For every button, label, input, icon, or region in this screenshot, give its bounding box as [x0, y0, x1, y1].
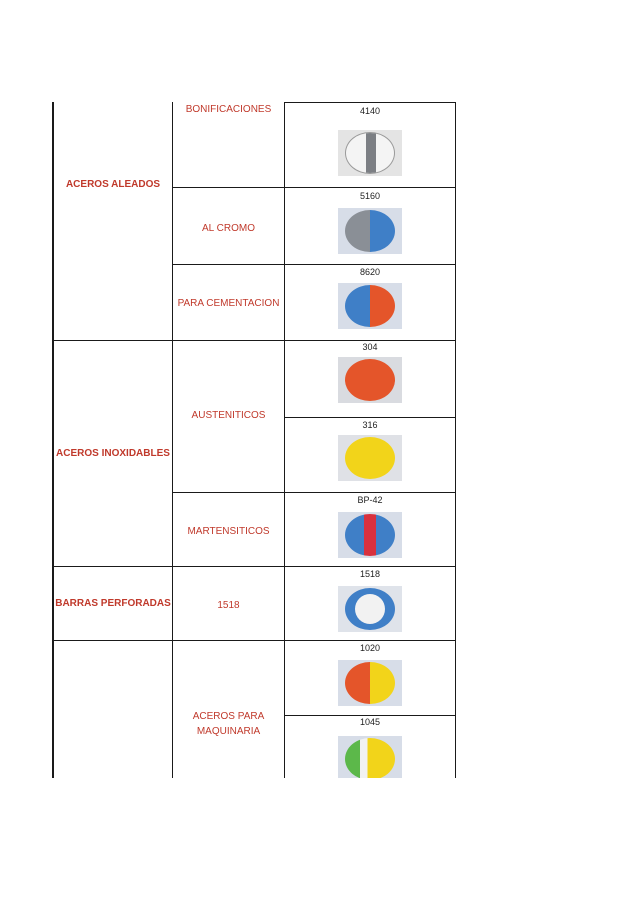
sample-5160-image	[338, 208, 402, 254]
sample-4140-image	[338, 130, 402, 176]
sample-bp-42-image	[338, 512, 402, 558]
code-1518: 1518	[359, 569, 381, 579]
row-divider-auste	[172, 492, 456, 493]
code-1045: 1045	[359, 717, 381, 727]
col-divider-1	[172, 102, 173, 778]
subgroup-aceros-maquinaria: ACEROS PARA MAQUINARIA	[192, 711, 265, 737]
group-aceros-aleados: ACEROS ALEADOS	[65, 179, 161, 190]
subgroup-1518: 1518	[217, 600, 240, 611]
subgroup-martensiticos: MARTENSITICOS	[187, 526, 270, 537]
row-divider-cromo	[172, 264, 456, 265]
group-aceros-inoxidables: ACEROS INOXIDABLES	[56, 448, 170, 459]
sample-1020-image	[338, 660, 402, 706]
subgroup-austeniticos: AUSTENITICOS	[191, 410, 266, 421]
group-barras-perforadas: BARRAS PERFORADAS	[55, 598, 171, 609]
code-316: 316	[362, 420, 378, 430]
top-border-right	[284, 102, 456, 103]
right-border	[455, 102, 456, 778]
sample-316-image	[338, 435, 402, 481]
row-divider-1020	[284, 715, 456, 716]
code-4140: 4140	[359, 106, 381, 116]
code-8620: 8620	[359, 267, 381, 277]
subgroup-para-cementacion: PARA CEMENTACION	[177, 298, 280, 309]
left-border	[52, 102, 54, 778]
row-divider-bonif	[172, 187, 456, 188]
code-bp-42: BP-42	[357, 495, 383, 505]
sample-1045-image	[338, 736, 402, 778]
col-divider-2	[284, 102, 285, 778]
row-divider-barras	[52, 640, 456, 641]
sample-8620-image	[338, 283, 402, 329]
row-divider-304	[284, 417, 456, 418]
sample-304-image	[338, 357, 402, 403]
code-5160: 5160	[359, 191, 381, 201]
subgroup-bonificaciones: BONIFICACIONES	[185, 104, 272, 115]
row-divider-inox	[52, 566, 456, 567]
code-1020: 1020	[359, 643, 381, 653]
code-304: 304	[362, 342, 378, 352]
subgroup-al-cromo: AL CROMO	[202, 223, 255, 234]
row-divider-aleados	[52, 340, 456, 341]
sample-1518-image	[338, 586, 402, 632]
